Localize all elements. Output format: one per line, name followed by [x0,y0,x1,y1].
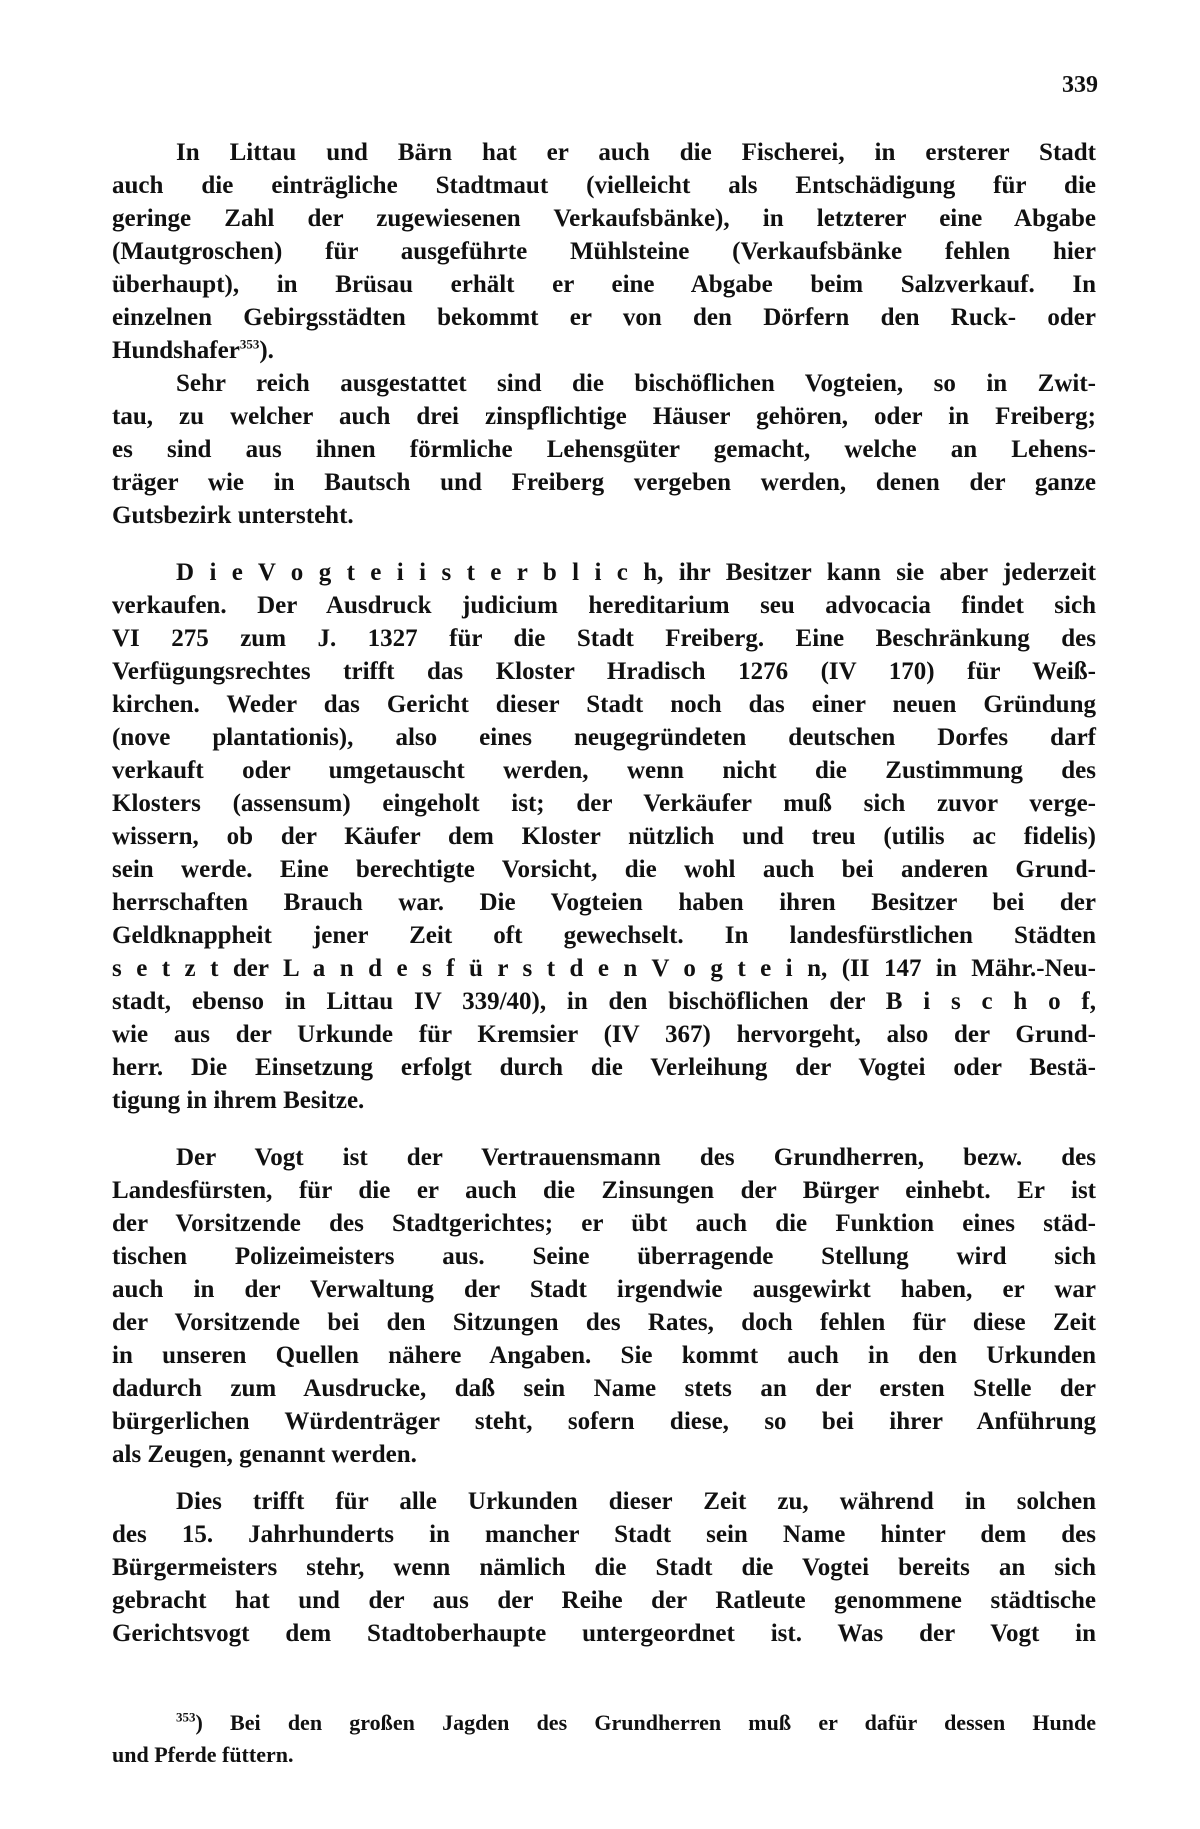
text-line: (Mautgroschen) für ausgeführte Mühlsteine (Verkaufsbänke fehlen hier [112,238,1096,265]
text-line: In Littau und Bärn hat er auch die Fischerei, in ersterer Stadt [176,139,1096,166]
text-line: Verfügungsrechtes trifft das Kloster Hradisch 1276 (IV 170) für Weiß- [112,658,1096,685]
paragraph-5 [112,1485,1096,1650]
text-line: D i e V o g t e i i s t e r b l i c h, ihr Besitzer kann sie aber jederzeit [176,559,1096,586]
text-line: Geldknappheit jener Zeit oft gewechselt. In landesfürstlichen Städten [112,922,1096,949]
text-line: s e t z t der L a n d e s f ü r s t d e n V o g t e i n, (II 147 in Mähr.-Neu- [112,955,1096,982]
text-line: Klosters (assensum) eingeholt ist; der Verkäufer muß sich zuvor verge- [112,790,1096,817]
text-line: Gutsbezirk untersteht. [112,502,354,529]
footnote-line [112,1707,1096,1739]
text-line: auch die einträgliche Stadtmaut (vielleicht als Entschädigung für die [112,172,1096,199]
text-line: herrschaften Brauch war. Die Vogteien haben ihren Besitzer bei der [112,889,1096,916]
footnote [112,1707,1096,1771]
text-line: des 15. Jahrhunderts in mancher Stadt sein Name hinter dem des [112,1521,1096,1548]
text-line: der Vorsitzende bei den Sitzungen des Rates, doch fehlen für diese Zeit [112,1309,1096,1336]
text-line: Dies trifft für alle Urkunden dieser Zeit zu, während in solchen [176,1488,1096,1515]
paragraph-4 [112,1141,1096,1471]
page-number: 339 [1062,72,1098,98]
paragraph-1 [112,136,1096,367]
text-line: als Zeugen, genannt werden. [112,1441,417,1468]
text-line: VI 275 zum J. 1327 für die Stadt Freiberg. Eine Beschränkung des [112,625,1096,652]
text-line: es sind aus ihnen förmliche Lehensgüter gemacht, welche an Lehens- [112,436,1096,463]
text-line: herr. Die Einsetzung erfolgt durch die Verleihung der Vogtei oder Bestä- [112,1054,1096,1081]
text-line: geringe Zahl der zugewiesenen Verkaufsbänke), in letzterer eine Abgabe [112,205,1096,232]
text-line: tigung in ihrem Besitze. [112,1087,365,1114]
text-line: (nove plantationis), also eines neugegründeten deutschen Dorfes darf [112,724,1096,751]
text-line: verkauft oder umgetauscht werden, wenn nicht die Zustimmung des [112,757,1096,784]
text-line: dadurch zum Ausdrucke, daß sein Name stets an der ersten Stelle der [112,1375,1096,1402]
text-line: auch in der Verwaltung der Stadt irgendwie ausgewirkt haben, er war [112,1276,1096,1303]
text-line: bürgerlichen Würdenträger steht, sofern diese, so bei ihrer Anführung [112,1408,1096,1435]
text-fragment: ) Bei den großen Jagden des Grundherren muß er dafür dessen Hunde [195,1710,1096,1735]
paragraph-2 [112,367,1096,532]
text-line: einzelnen Gebirgsstädten bekommt er von den Dörfern den Ruck- oder [112,304,1096,331]
text-line: der Vorsitzende des Stadtgerichtes; er übt auch die Funktion eines städ- [112,1210,1096,1237]
text-line: tischen Polizeimeisters aus. Seine überragende Stellung wird sich [112,1243,1096,1270]
text-fragment: Hundshafer [112,337,240,364]
paragraph-3 [112,556,1096,1117]
text-line: verkaufen. Der Ausdruck judicium hereditarium seu advocacia findet sich [112,592,1096,619]
footnote-line: und Pferde füttern. [112,1742,294,1767]
text-line: Der Vogt ist der Vertrauensmann des Grundherren, bezw. des [176,1144,1096,1171]
text-line: in unseren Quellen nähere Angaben. Sie kommt auch in den Urkunden [112,1342,1096,1369]
text-line [112,334,1096,367]
text-line: Gerichtsvogt dem Stadtoberhaupte untergeordnet ist. Was der Vogt in [112,1620,1096,1647]
text-line: Sehr reich ausgestattet sind die bischöflichen Vogteien, so in Zwit- [176,370,1096,397]
footnote-reference[interactable]: 353 [239,336,260,352]
footnote-marker: 353 [176,1709,196,1725]
text-line: stadt, ebenso in Littau IV 339/40), in den bischöflichen der B i s c h o f, [112,988,1096,1015]
text-line: tau, zu welcher auch drei zinspflichtige Häuser gehören, oder in Freiberg; [112,403,1096,430]
text-fragment: ). [259,337,274,364]
text-line: überhaupt), in Brüsau erhält er eine Abgabe beim Salzverkauf. In [112,271,1096,298]
text-line: Landesfürsten, für die er auch die Zinsungen der Bürger einhebt. Er ist [112,1177,1096,1204]
text-line: sein werde. Eine berechtigte Vorsicht, die wohl auch bei anderen Grund- [112,856,1096,883]
text-line: wissern, ob der Käufer dem Kloster nützlich und treu (utilis ac fidelis) [112,823,1096,850]
text-line: gebracht hat und der aus der Reihe der Ratleute genommene städtische [112,1587,1096,1614]
text-line: wie aus der Urkunde für Kremsier (IV 367) hervorgeht, also der Grund- [112,1021,1096,1048]
text-line: träger wie in Bautsch und Freiberg vergeben werden, denen der ganze [112,469,1096,496]
text-line: Bürgermeisters stehr, wenn nämlich die Stadt die Vogtei bereits an sich [112,1554,1096,1581]
text-line: kirchen. Weder das Gericht dieser Stadt noch das einer neuen Gründung [112,691,1096,718]
